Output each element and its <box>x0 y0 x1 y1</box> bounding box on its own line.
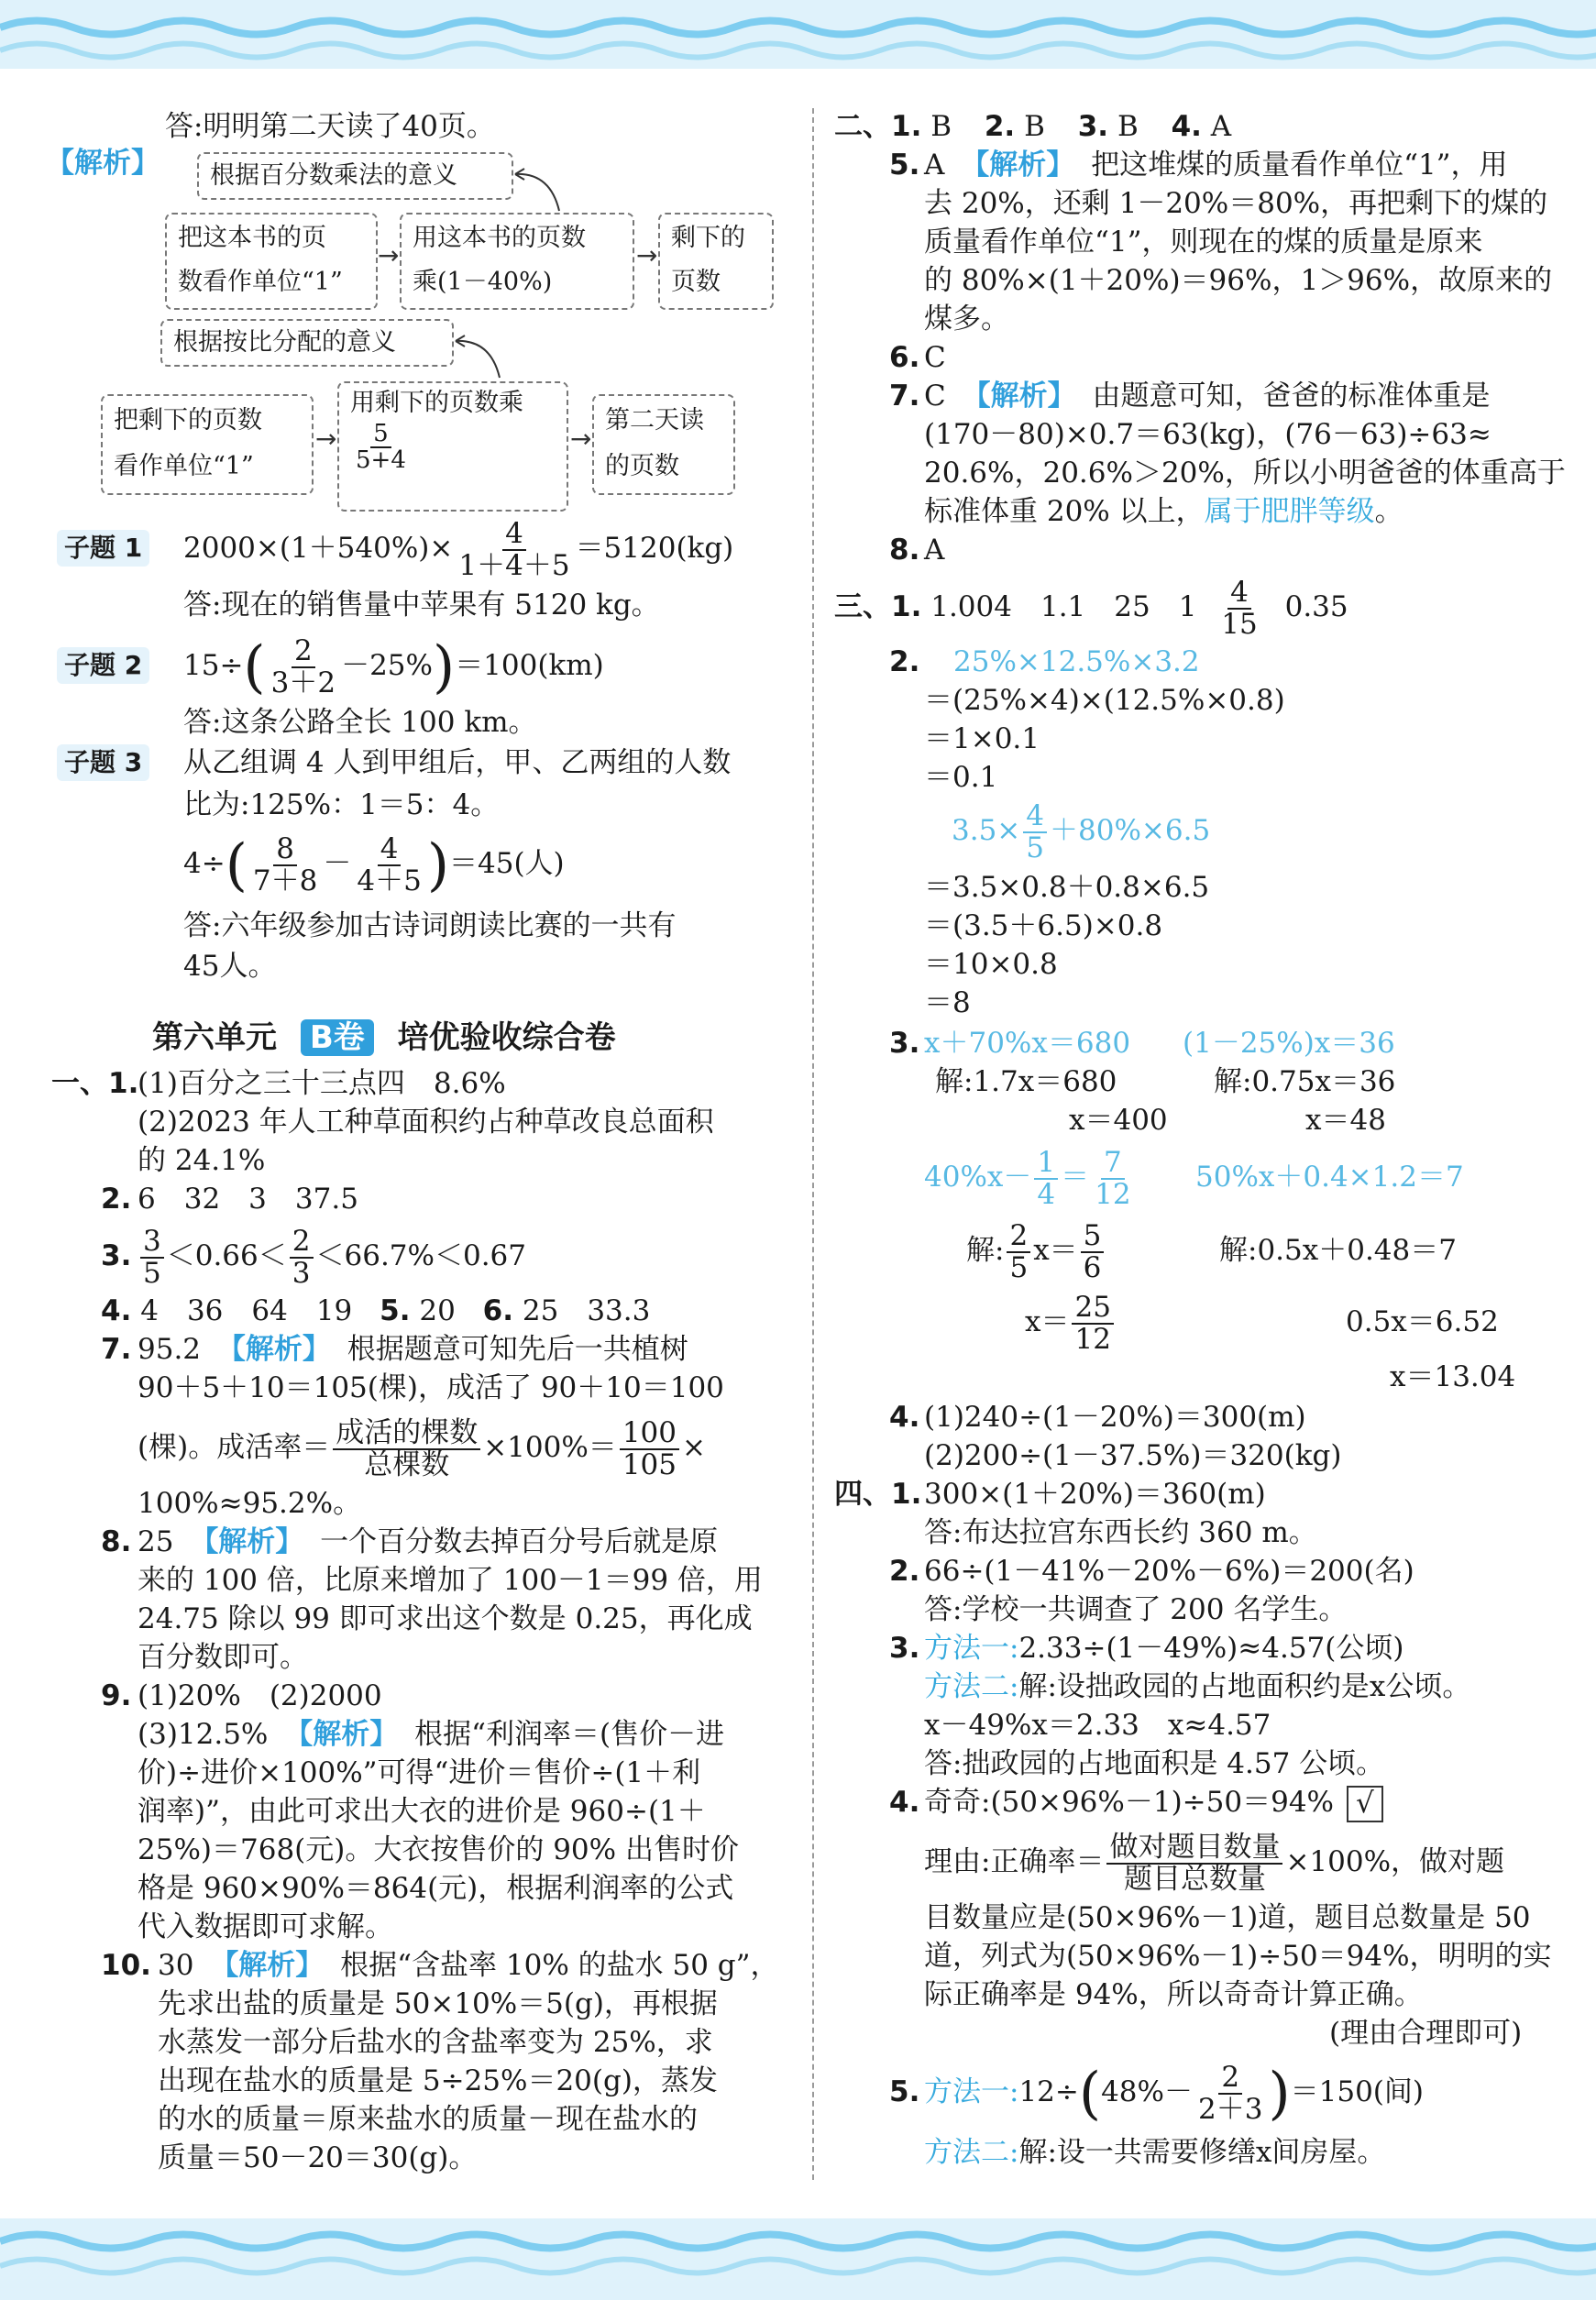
answer-value: B <box>930 110 952 143</box>
question-number: 二、1. <box>834 110 922 143</box>
text-line: 比为:125%：1＝5：4。 <box>183 788 500 821</box>
unit-name: 第六单元 <box>152 1019 277 1056</box>
question-number: 2. <box>889 1555 920 1588</box>
formula <box>183 827 565 900</box>
answer-text: 答:布达拉宫东西长约 360 m。 <box>924 1516 1317 1549</box>
formula-part: －25% <box>341 649 433 682</box>
analysis-text: 出现在盐水的质量是 5÷25%＝20(g)，蒸发 <box>158 2064 718 2097</box>
answer-value: A <box>924 534 945 567</box>
formula <box>138 1406 706 1489</box>
box-line: 的页数 <box>605 452 679 480</box>
analysis-text: 90＋5＋10＝105(棵)，成活了 90＋10＝100 <box>138 1371 724 1404</box>
analysis-text: 道，列式为(50×96%－1)÷50＝94%，明明的实 <box>924 1940 1552 1973</box>
formula-part: 理由:正确率＝ <box>924 1845 1105 1878</box>
formula-part: ×100%，做对题 <box>1285 1845 1505 1878</box>
formula-part: ＝ <box>1061 1161 1090 1194</box>
calc-step: x－49%x＝2.33 x≈4.57 <box>924 1709 1271 1742</box>
analysis-label: 【解析】 <box>961 149 1075 182</box>
denominator: 7＋8 <box>252 864 318 897</box>
box-line: 用剩下的页数乘 <box>350 389 523 417</box>
box-line: 乘(1－40%) <box>413 268 553 296</box>
formula <box>924 2055 1424 2129</box>
diagram-box-remaining-pages <box>658 213 774 310</box>
answer-text <box>924 1784 1383 1822</box>
denominator: 5 <box>143 1256 161 1290</box>
answer-text <box>924 147 1508 183</box>
question-number: 10. <box>101 1949 151 1982</box>
calc-step <box>1025 1285 1117 1359</box>
analysis-text: 先求出盐的质量是 50×10%＝5(g)，再根据 <box>158 1987 718 2020</box>
numerator: 5 <box>1081 1221 1105 1253</box>
question-number: 7. <box>101 1333 132 1366</box>
answer-text: 答:现在的销售量中苹果有 5120 kg。 <box>183 589 660 622</box>
answer-value: C <box>924 341 946 374</box>
analysis-text: 质量＝50－20＝30(g)。 <box>158 2141 478 2174</box>
method-label: 方法二: <box>924 2136 1019 2169</box>
note-text: (理由合理即可) <box>1329 2017 1523 2050</box>
calc-step: ＝10×0.8 <box>924 948 1058 981</box>
subquestion-label: 子题 1 <box>57 530 149 567</box>
calc-step: 解:0.5x＋0.48＝7 <box>1219 1234 1457 1267</box>
answer-text: 1.004 1.1 25 1 <box>930 590 1197 623</box>
denominator: 12 <box>1095 1177 1131 1211</box>
answer-value: C <box>924 380 946 413</box>
formula-part: ＜66.7%＜0.67 <box>315 1239 527 1272</box>
answer-text: 答:这条公路全长 100 km。 <box>183 706 537 739</box>
denominator: 总棵数 <box>364 1447 450 1481</box>
box-line: 页数 <box>671 268 721 296</box>
formula-part: 3.5× <box>952 814 1021 847</box>
calc-step: ＝8 <box>924 986 971 1019</box>
expression: 25%×12.5%×3.2 <box>953 645 1200 678</box>
box-line: 数看作单位“1” <box>178 268 343 296</box>
analysis-text: 标准体重 20% 以上， <box>924 495 1205 528</box>
answer-row <box>834 570 1348 644</box>
analysis-text: 际正确率是 94%，所以奇奇计算正确。 <box>924 1978 1423 2011</box>
analysis-text: 来的 100 倍，比原来增加了 100－1＝99 倍，用 <box>138 1564 763 1597</box>
paren: ) <box>426 831 450 898</box>
answer-text <box>138 1331 688 1368</box>
formula-part: 12÷ <box>1018 2075 1079 2108</box>
formula <box>183 512 733 585</box>
calc-step: ＝(25%×4)×(12.5%×0.8) <box>924 684 1285 717</box>
analysis-text: 目数量应是(50×96%－1)道，题目总数量是 50 <box>924 1901 1531 1934</box>
numerator: 2 <box>1007 1221 1030 1253</box>
calc-step: 300×(1＋20%)＝360(m) <box>924 1478 1266 1511</box>
diagram-box-multiply-fraction <box>337 381 568 512</box>
numerator: 4 <box>502 519 526 551</box>
question-number: 四、1. <box>834 1478 922 1511</box>
analysis-text: 的 80%×(1＋20%)＝96%，1＞96%，故原来的 <box>924 264 1553 297</box>
formula-part: 解: <box>966 1234 1005 1267</box>
question-number: 2. <box>101 1183 132 1216</box>
diagram-box-second-day-pages <box>592 394 735 495</box>
formula-part: ＜0.66＜ <box>166 1239 287 1272</box>
box-line: 剩下的 <box>671 224 745 252</box>
calc-step: ＝0.1 <box>924 761 998 794</box>
subquestion-label: 子题 2 <box>57 647 149 684</box>
answer-text: 6 32 3 37.5 <box>138 1183 358 1216</box>
formula-part: x＝ <box>1025 1305 1070 1338</box>
question-number: 3. <box>101 1239 132 1272</box>
denominator: 5+4 <box>356 446 406 475</box>
denominator: 3＋2 <box>270 666 336 699</box>
analysis-label: 【解析】 <box>216 1333 331 1366</box>
answer-text: 答:学校一共调查了 200 名学生。 <box>924 1593 1348 1626</box>
answer-text: 答:拙政园的占地面积是 4.57 公顷。 <box>924 1747 1385 1780</box>
box-line: 第二天读 <box>605 406 704 435</box>
analysis-label: 【解析】 <box>210 1949 325 1982</box>
numerator: 成活的棵数 <box>333 1418 480 1450</box>
analysis-text: 煤多。 <box>924 303 1009 336</box>
question-number: 3. <box>889 1632 920 1665</box>
formula <box>138 1219 526 1293</box>
calc-step <box>966 1214 1106 1287</box>
paren: ( <box>225 831 248 898</box>
answer-text: (1)20% (2)2000 <box>138 1679 382 1712</box>
diagram-box-multiply <box>400 213 634 310</box>
numerator: 2 <box>290 1227 314 1259</box>
formula-part: ＝100(km) <box>455 649 604 682</box>
answer-value: A <box>1210 110 1232 143</box>
answer-text <box>158 1947 778 1984</box>
numerator: 7 <box>1101 1148 1125 1180</box>
denominator: 6 <box>1083 1250 1102 1284</box>
formula-part: － <box>323 847 352 880</box>
checkmark-icon: √ <box>1347 1786 1383 1822</box>
answer-text: 的 24.1% <box>138 1144 266 1177</box>
calc-step: x＝48 <box>1305 1104 1386 1137</box>
analysis-text: 根据“含盐率 10% 的盐水 50 g”， <box>340 1949 779 1982</box>
calc-step: x＝400 <box>1069 1104 1168 1137</box>
calc-step: ＝1×0.1 <box>924 722 1040 755</box>
question-number: 2. <box>984 110 1016 143</box>
answer-text <box>924 378 1490 414</box>
question-number: 6. <box>889 341 920 374</box>
box-line: 把这本书的页 <box>178 224 326 252</box>
unit-badge: B卷 <box>301 1019 374 1056</box>
answer-value: 25 <box>138 1525 174 1558</box>
answer-text: 0.35 <box>1284 590 1348 623</box>
calc-step: 66÷(1－41%－20%－6%)＝200(名) <box>924 1555 1414 1588</box>
numerator: 100 <box>620 1418 679 1450</box>
equation: x＋70%x＝680 <box>924 1027 1131 1060</box>
calc-step: (1)240÷(1－20%)＝300(m) <box>924 1401 1306 1434</box>
numerator: 8 <box>273 834 297 866</box>
analysis-text: 标准体重 20% 以上，属于肥胖等级。 <box>924 495 1403 528</box>
question-number: 4. <box>1171 110 1202 143</box>
answer-text: (1)百分之三十三点四 8.6% <box>138 1067 506 1100</box>
question-number: 5. <box>380 1294 411 1327</box>
analysis-text: 100%≈95.2%。 <box>138 1487 362 1520</box>
unit-subtitle: 培优验收综合卷 <box>397 1019 616 1056</box>
formula-part: ＝150(间) <box>1290 2075 1424 2108</box>
analysis-text: 质量看作单位“1”，则现在的煤的质量是原来 <box>924 226 1483 259</box>
calc-text: 2.33÷(1－49%)≈4.57(公顷) <box>1018 1632 1404 1665</box>
question-number: 8. <box>101 1525 132 1558</box>
answer-text: 45人。 <box>183 950 277 983</box>
analysis-text: 根据“利润率＝(售价－进 <box>414 1718 725 1751</box>
paren: ) <box>432 633 456 700</box>
numerator: 25 <box>1072 1293 1113 1325</box>
formula-part: 48%－ <box>1101 2075 1193 2108</box>
highlight-text: 属于肥胖等级 <box>1204 495 1375 528</box>
formula-part: 4÷ <box>183 847 226 880</box>
answer-row <box>101 1293 650 1329</box>
analysis-text: 格是 960×90%＝864(元)，根据利润率的公式 <box>138 1872 734 1905</box>
analysis-text: 25%)＝768(元)。大衣按售价的 90% 出售时价 <box>138 1833 739 1866</box>
answer-value: B <box>1117 110 1139 143</box>
method-label: 方法二: <box>924 1670 1019 1703</box>
numerator: 2 <box>292 636 315 668</box>
denominator: 4＋5 <box>357 864 422 897</box>
arrow-right-icon: → <box>378 240 400 270</box>
calc-step: x＝13.04 <box>1390 1360 1516 1393</box>
analysis-text: 水蒸发一部分后盐水的含盐率变为 25%，求 <box>158 2026 713 2059</box>
paren: ( <box>1078 2059 1102 2127</box>
answer-text: 答:明明第二天读了40页。 <box>165 110 495 143</box>
numerator: 2 <box>1218 2063 1242 2095</box>
equation: (1－25%)x＝36 <box>1183 1027 1395 1060</box>
analysis-label: 【解析】 <box>284 1718 399 1751</box>
numerator: 4 <box>378 834 402 866</box>
subquestion-label: 子题 3 <box>57 744 149 781</box>
analysis-text: 去 20%，还剩 1－20%＝80%，再把剩下的煤的 <box>924 187 1548 220</box>
fraction <box>350 422 556 474</box>
numerator: 3 <box>140 1227 164 1259</box>
question-number: 5. <box>889 149 920 182</box>
question-number: 4. <box>889 1401 920 1434</box>
box-line: 看作单位“1” <box>114 452 254 480</box>
question-number: 3. <box>889 1027 920 1060</box>
question-number: 4. <box>101 1294 132 1327</box>
analysis-text: 20.6%，20.6%＞20%，所以小明爸爸的体重高于 <box>924 457 1566 490</box>
question-number: 5. <box>889 2075 920 2108</box>
denominator: 105 <box>622 1447 677 1481</box>
denominator: 5 <box>1026 831 1045 864</box>
question-number: 9. <box>101 1679 132 1712</box>
answer-text: 答:六年级参加古诗词朗读比赛的一共有 <box>183 909 677 942</box>
diagram-box-multiplication-meaning: 根据百分数乘法的意义 <box>197 152 513 200</box>
answer-value: A <box>924 149 945 182</box>
analysis-text: 价)÷进价×100%”可得“进价＝售价÷(1＋利 <box>138 1756 701 1789</box>
answer-text: 4 36 64 19 <box>140 1294 353 1327</box>
analysis-text: 根据题意可知先后一共植树 <box>347 1333 688 1366</box>
column-divider <box>812 108 814 2180</box>
calc-step: 解:1.7x＝680 <box>935 1065 1117 1098</box>
calc-step: 解:0.75x＝36 <box>1214 1065 1396 1098</box>
calc-step <box>924 1668 1470 1705</box>
analysis-label: 【解析】 <box>190 1525 304 1558</box>
denominator: 12 <box>1074 1322 1111 1356</box>
curved-arrow <box>513 165 568 220</box>
calc-step <box>924 1630 1403 1667</box>
numerator: 做对题目数量 <box>1106 1832 1282 1865</box>
analysis-text: 24.75 除以 99 即可求出这个数是 0.25，再化成 <box>138 1602 753 1635</box>
text-line: 从乙组调 4 人到甲组后，甲、乙两组的人数 <box>183 746 732 779</box>
calc-text: 奇奇:(50×96%－1)÷50＝94% <box>924 1786 1335 1819</box>
formula <box>924 1821 1504 1903</box>
diagram-box-unit-one <box>165 213 378 310</box>
answer-value: 95.2 <box>138 1333 202 1366</box>
calc-step: ＝3.5×0.8＋0.8×6.5 <box>924 871 1210 904</box>
method-label: 方法一: <box>924 1632 1019 1665</box>
analysis-text: (170－80)×0.7＝63(kg)，(76－63)÷63≈ <box>924 418 1491 451</box>
method-label: 方法一: <box>924 2075 1019 2108</box>
curved-arrow <box>454 332 509 387</box>
analysis-text: 润率)”，由此可求出大衣的进价是 960÷(1＋ <box>138 1795 706 1828</box>
answer-value: 30 <box>158 1949 194 1982</box>
formula-part: x＝ <box>1033 1234 1078 1267</box>
diagram-box-remaining-as-unit <box>101 394 314 495</box>
paren: ( <box>243 633 266 700</box>
question-number: 3. <box>1077 110 1109 143</box>
equation: 50%x＋0.4×1.2＝7 <box>1195 1161 1464 1194</box>
formula-part: 40%x－ <box>924 1161 1032 1194</box>
arrow-right-icon: → <box>636 240 658 270</box>
diagram-box-ratio-meaning: 根据按比分配的意义 <box>160 319 454 367</box>
question-number: 一、1. <box>51 1067 139 1100</box>
question-number: 8. <box>889 534 920 567</box>
calc-text: 解:设拙政园的占地面积约是x公顷。 <box>1018 1670 1471 1703</box>
calc-step <box>924 2134 1385 2171</box>
top-wave-border <box>0 0 1596 83</box>
formula-part: × <box>681 1431 706 1464</box>
analysis-label: 【解析】 <box>962 380 1076 413</box>
bottom-wave-border <box>0 2218 1596 2300</box>
box-line: 用这本书的页数 <box>413 224 586 252</box>
formula-part: 2000×(1＋540%)× <box>183 532 454 565</box>
denominator: 3 <box>292 1256 311 1290</box>
formula-part: ＝45(人) <box>449 847 565 880</box>
denominator: 2＋3 <box>1197 2092 1263 2126</box>
answer-value: B <box>1024 110 1045 143</box>
analysis-text: 代入数据即可求解。 <box>138 1910 393 1943</box>
calc-step: 0.5x＝6.52 <box>1346 1305 1499 1338</box>
answer-text: 20 <box>419 1294 456 1327</box>
formula-part: ＋80%×6.5 <box>1050 814 1211 847</box>
calc-step: (2)200÷(1－37.5%)＝320(kg) <box>924 1439 1342 1472</box>
numerator: 5 <box>370 422 391 448</box>
answer-value: (3)12.5% <box>138 1718 269 1751</box>
formula <box>183 629 604 702</box>
denominator: 15 <box>1221 607 1258 641</box>
analysis-text: 把这堆煤的质量看作单位“1”，用 <box>1091 149 1508 182</box>
denominator: 题目总数量 <box>1123 1862 1266 1896</box>
denominator: 5 <box>1009 1250 1029 1284</box>
analysis-text: 由题意可知，爸爸的标准体重是 <box>1092 380 1491 413</box>
answer-row <box>834 108 1231 145</box>
question-number: 7. <box>889 380 920 413</box>
expression <box>952 794 1210 867</box>
analysis-label: 【解析】 <box>46 147 160 180</box>
answer-text <box>138 1716 724 1753</box>
analysis-text: 的水的质量＝原来盐水的质量－现在盐水的 <box>158 2103 698 2136</box>
formula-part: 15÷ <box>183 649 244 682</box>
arrow-right-icon: → <box>570 424 592 454</box>
denominator: 1＋4＋5 <box>458 548 570 582</box>
box-line: 把剩下的页数 <box>114 406 262 435</box>
paren: ) <box>1268 2059 1291 2127</box>
calc-step: ＝(3.5＋6.5)×0.8 <box>924 909 1163 942</box>
answer-text: 25 33.3 <box>522 1294 651 1327</box>
question-number: 4. <box>889 1786 920 1819</box>
formula-part: (棵)。成活率＝ <box>138 1431 331 1464</box>
arrow-right-icon: → <box>315 424 337 454</box>
question-number: 6. <box>482 1294 514 1327</box>
formula-part: ＝5120(kg) <box>575 532 734 565</box>
question-number: 2. <box>889 645 920 678</box>
analysis-text: 百分数即可。 <box>138 1641 308 1674</box>
answer-text: (2)2023 年人工种草面积约占种草改良总面积 <box>138 1106 714 1139</box>
numerator: 1 <box>1034 1148 1058 1180</box>
calc-text: 解:设一共需要修缮x间房屋。 <box>1018 2136 1386 2169</box>
answer-text <box>138 1524 718 1560</box>
unit-title <box>152 1019 616 1056</box>
equation <box>924 1140 1137 1214</box>
numerator: 4 <box>1227 578 1251 610</box>
numerator: 4 <box>1023 801 1047 833</box>
question-number: 三、1. <box>834 590 922 623</box>
formula-part: ×100%＝ <box>483 1431 617 1464</box>
analysis-text: 一个百分数去掉百分号后就是原 <box>320 1525 719 1558</box>
denominator: 4 <box>1037 1177 1056 1211</box>
